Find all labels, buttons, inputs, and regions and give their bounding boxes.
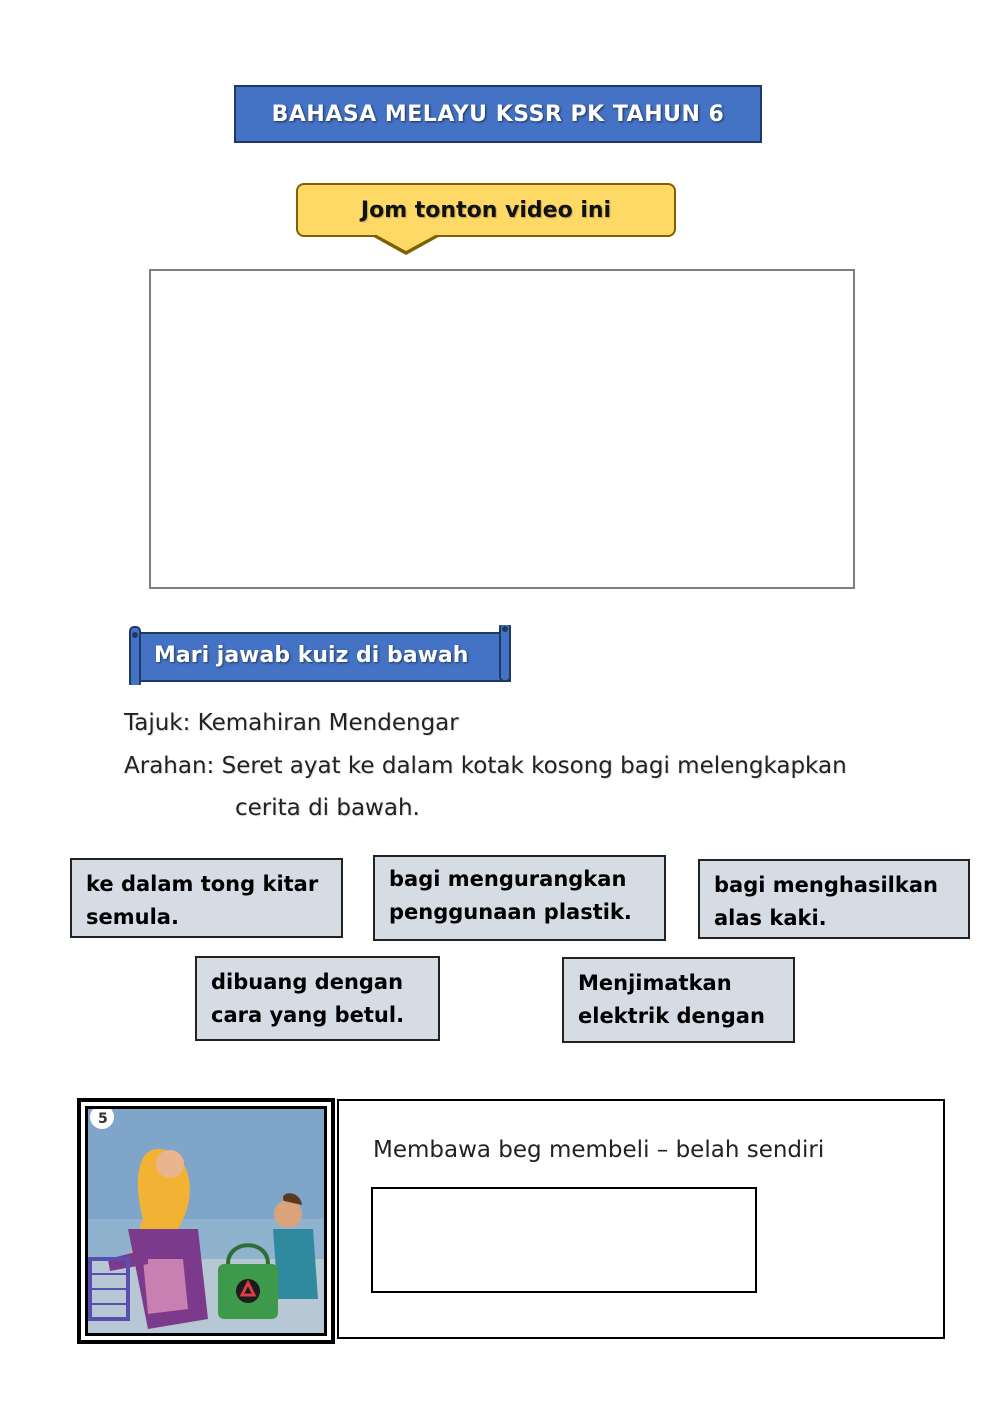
illustration-scene xyxy=(88,1109,324,1333)
word-card[interactable] xyxy=(70,858,343,938)
question-sentence: Membawa beg membeli – belah sendiri xyxy=(373,1137,825,1163)
question-image-frame xyxy=(77,1098,335,1344)
word-card-line2: penggunaan plastik. xyxy=(389,900,632,924)
word-card-line1: ke dalam tong kitar xyxy=(86,872,319,896)
callout-tail-fill xyxy=(373,233,439,251)
quiz-scroll-banner xyxy=(128,625,512,685)
answer-drop-zone[interactable] xyxy=(371,1187,757,1293)
quiz-banner-label: Mari jawab kuiz di bawah xyxy=(154,642,469,668)
word-card-line1: bagi mengurangkan xyxy=(389,867,627,891)
video-callout xyxy=(296,183,676,237)
word-card-line2: elektrik dengan xyxy=(578,1004,765,1028)
quiz-topic: Tajuk: Kemahiran Mendengar xyxy=(124,710,459,736)
word-card-line2: cara yang betul. xyxy=(211,1003,405,1027)
word-card[interactable] xyxy=(562,957,795,1043)
word-card[interactable] xyxy=(195,956,440,1041)
video-callout-label: Jom tonton video ini xyxy=(360,197,612,223)
quiz-instruction-line1: Arahan: Seret ayat ke dalam kotak kosong bagi melengkapkan xyxy=(124,753,847,779)
video-player[interactable] xyxy=(149,269,855,589)
word-card[interactable] xyxy=(373,855,666,941)
page-title-banner xyxy=(234,85,762,143)
word-card-line1: dibuang dengan xyxy=(211,970,404,994)
quiz-instruction-line2: cerita di bawah. xyxy=(235,795,420,821)
word-card[interactable] xyxy=(698,859,970,939)
word-card-line1: Menjimatkan xyxy=(578,971,732,995)
page-title: BAHASA MELAYU KSSR PK TAHUN 6 xyxy=(271,101,725,127)
word-card-line2: semula. xyxy=(86,905,179,929)
question-panel xyxy=(337,1099,945,1339)
image-number: 5 xyxy=(98,1111,108,1127)
word-card-line2: alas kaki. xyxy=(714,906,827,930)
word-card-line1: bagi menghasilkan xyxy=(714,873,938,897)
question-illustration xyxy=(85,1106,327,1336)
